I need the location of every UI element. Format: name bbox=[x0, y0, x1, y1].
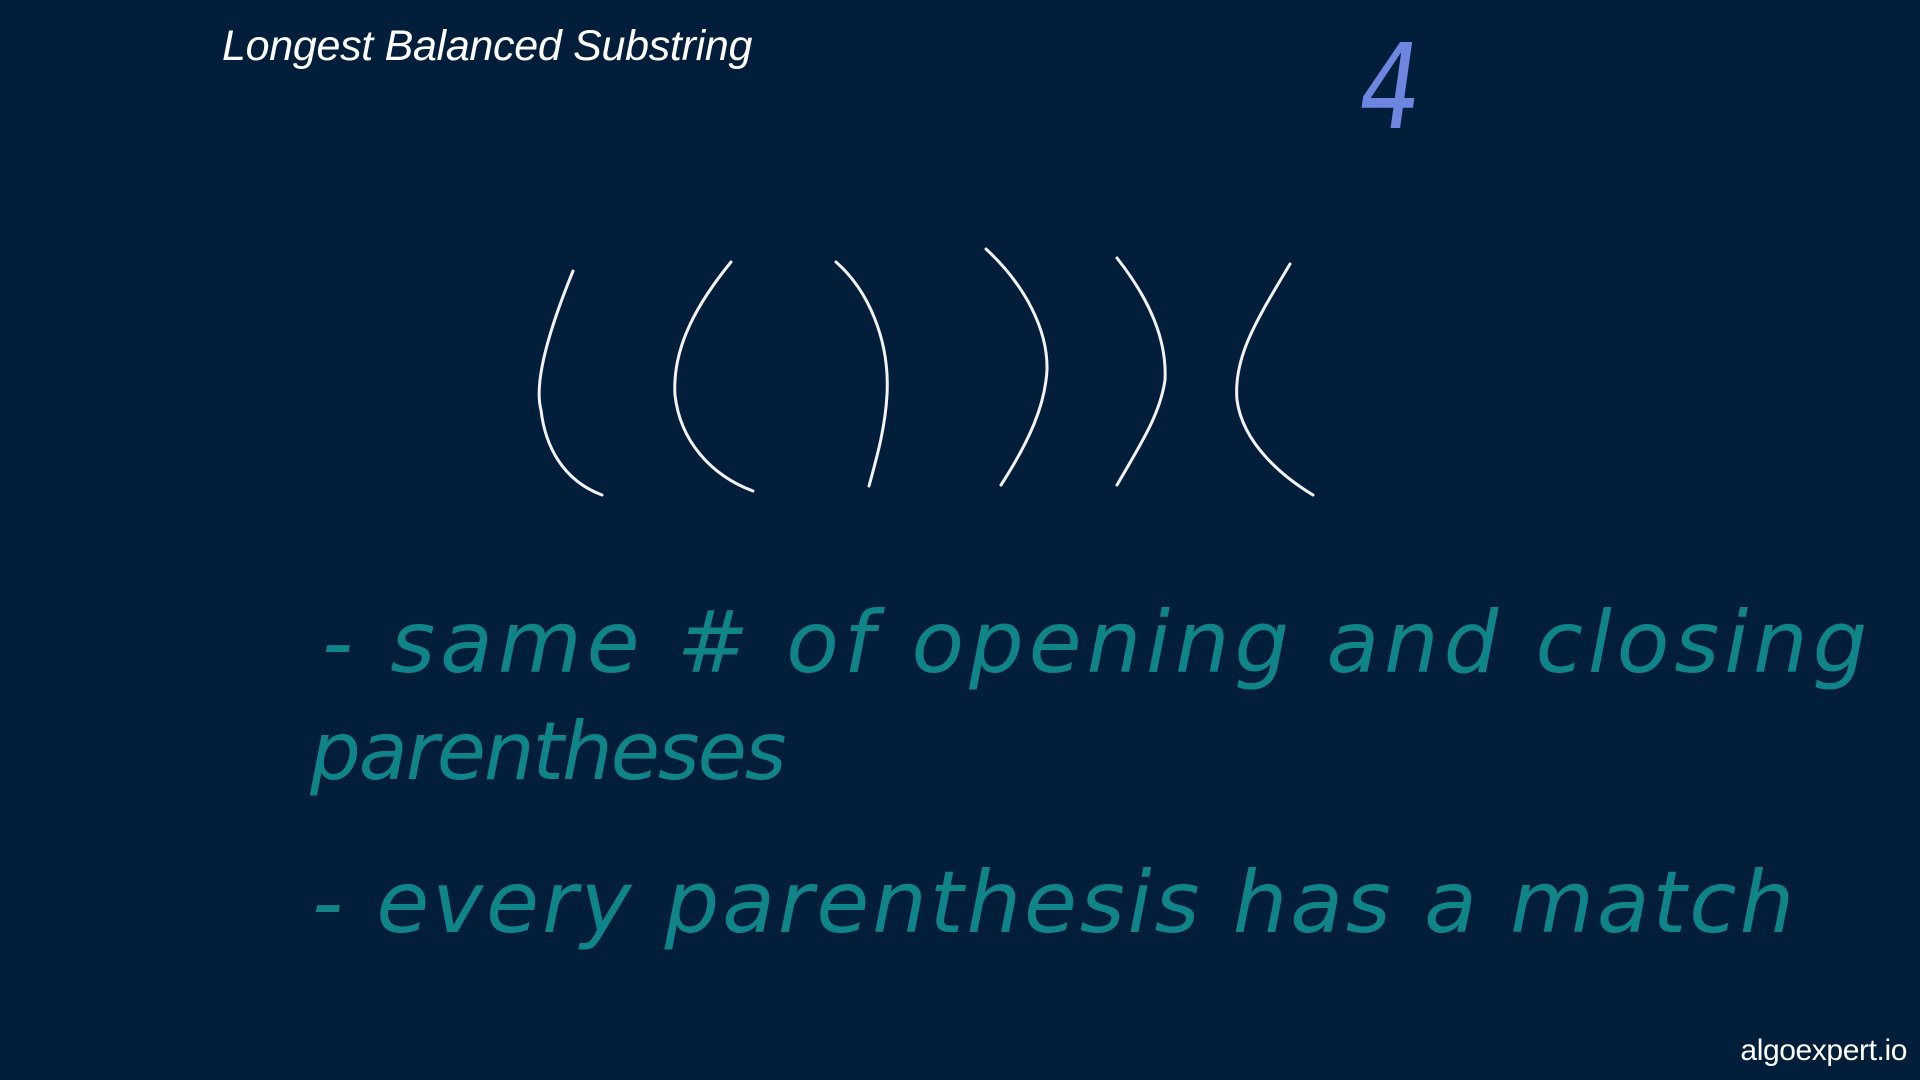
paren-6-open bbox=[1237, 264, 1313, 495]
slide-title: Longest Balanced Substring bbox=[222, 22, 753, 70]
paren-5-close bbox=[1117, 258, 1165, 485]
paren-2-open bbox=[675, 262, 753, 491]
algoexpert-watermark: algoexpert.io bbox=[1740, 1034, 1907, 1067]
answer-value: 4 bbox=[1350, 18, 1431, 156]
note-parentheses-word: parentheses bbox=[310, 705, 785, 798]
note-same-count-line: - same # of opening and closing bbox=[322, 593, 1873, 693]
note-every-match-line: - every parenthesis has a match bbox=[312, 853, 1798, 953]
paren-4-close bbox=[986, 249, 1047, 485]
paren-1-open bbox=[539, 271, 602, 495]
paren-3-close bbox=[836, 262, 887, 486]
